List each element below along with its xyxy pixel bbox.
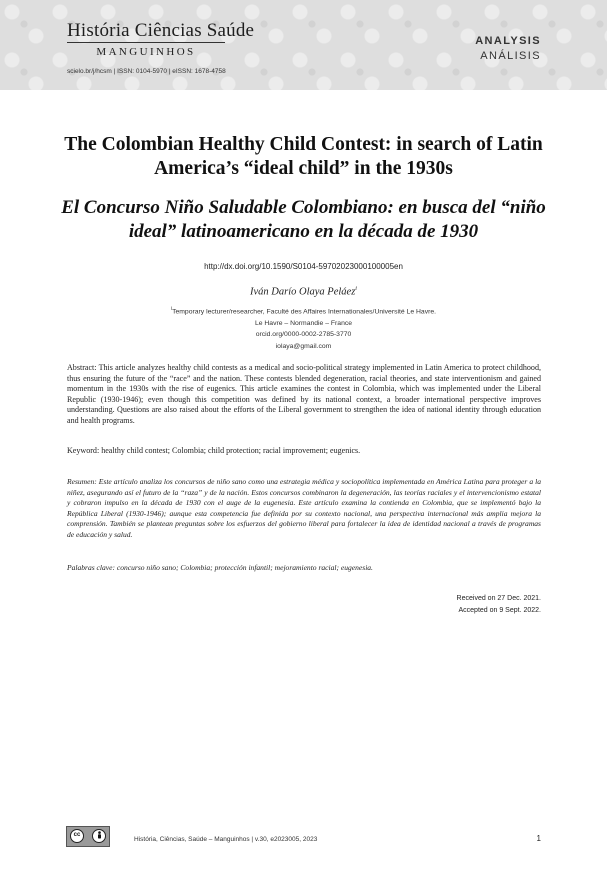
affiliation-institution: Temporary lecturer/researcher, Faculté des Affaires Internationales/Université Le Havre. bbox=[172, 308, 437, 316]
doi-link[interactable]: http://dx.doi.org/10.1590/S0104-59702023000100005en bbox=[204, 262, 403, 271]
author-name bbox=[0, 286, 607, 298]
affiliation-marker: i bbox=[170, 306, 173, 312]
journal-logo-subtitle: MANGUINHOS bbox=[96, 46, 196, 58]
abstract-es: Resumen: Este artículo analiza los concursos de niño sano como una estrategia médica y sociopolítica implementada en América Latina para proteger a la niñez, asegurando así el futuro de la “raza” y de la nación. Estos concursos combinaron la degeneración, las teorías raciales y el intervencionismo estatal y cobraron impulso en la década de 1930 con el auge de la eugenesia. Este artículo examina la contienda en Colombia, que se implementó bajo la República Liberal (1930-1946); aunque esta competencia fue definida por su contexto nacional, una perspectiva internacional más amplia mejora la comprensión. También se plantean preguntas sobre los esfuerzos del gobierno liberal para fortalecer la idea de identidad nacional a través de programas de educación y salud. bbox=[67, 477, 541, 539]
article-title-en: The Colombian Healthy Child Contest: in search of Latin America’s “ideal child” in the 1930s bbox=[64, 134, 543, 179]
accepted-date: Accepted on 9 Sept. 2022. bbox=[458, 607, 541, 614]
person-icon bbox=[94, 830, 105, 841]
section-label-en: ANALYSIS bbox=[475, 35, 541, 47]
author-name-text: Iván Darío Olaya Peláez bbox=[250, 286, 356, 298]
creative-commons-icon: cc bbox=[70, 829, 84, 843]
keywords-en: Keyword: healthy child contest; Colombia; child protection; racial improvement; eugenics. bbox=[67, 446, 361, 455]
journal-logo-title: História Ciências Saúde bbox=[67, 20, 255, 41]
received-date: Received on 27 Dec. 2021. bbox=[456, 595, 541, 602]
logo-divider bbox=[67, 42, 225, 43]
keywords-es: Palabras clave: concurso niño sano; Colombia; protección infantil; mejoramiento racial; eugenesia. bbox=[67, 563, 373, 572]
affiliation-line bbox=[0, 304, 607, 318]
issn-line: scielo.br/j/hcsm | ISSN: 0104-5970 | eISSN: 1678-4758 bbox=[67, 68, 226, 75]
attribution-person-icon bbox=[92, 829, 106, 843]
author-affiliation-marker: i bbox=[355, 286, 357, 292]
cc-by-license-badge[interactable] bbox=[66, 826, 110, 847]
submission-dates bbox=[457, 593, 541, 617]
article-title-es: El Concurso Niño Saludable Colombiano: en busca del “niño ideal” latinoamericano en la década de 1930 bbox=[61, 197, 546, 242]
author-affiliation bbox=[0, 304, 607, 352]
affiliation-location: Le Havre – Normandie – France bbox=[254, 319, 353, 327]
journal-header bbox=[0, 0, 607, 90]
abstract-en: Abstract: This article analyzes healthy child contests as a medical and socio-political strategy implemented in Latin America to protect childhood, thus ensuring the future of the “race” and the nation. These contests blended degeneration, racial theories, and state interventionism and gained momentum in the 1930s with the rise of eugenics. This article examines the contest in Colombia, which was implemented under the Liberal Republic (1930-1946); even though this competition was defined by its national context, a broader international perspective improves understanding. Questions are also raised about the efforts of the Liberal government to strengthen the idea of national identity through education and health programs. bbox=[67, 363, 541, 425]
footer-citation: História, Ciências, Saúde – Manguinhos | v.30, e2023005, 2023 bbox=[134, 836, 318, 843]
author-orcid[interactable]: orcid.org/0000-0002-2785-3770 bbox=[255, 331, 352, 339]
section-label-es: ANÁLISIS bbox=[480, 50, 541, 62]
author-email[interactable]: iolaya@gmail.com bbox=[275, 342, 332, 350]
page-number: 1 bbox=[536, 834, 541, 843]
